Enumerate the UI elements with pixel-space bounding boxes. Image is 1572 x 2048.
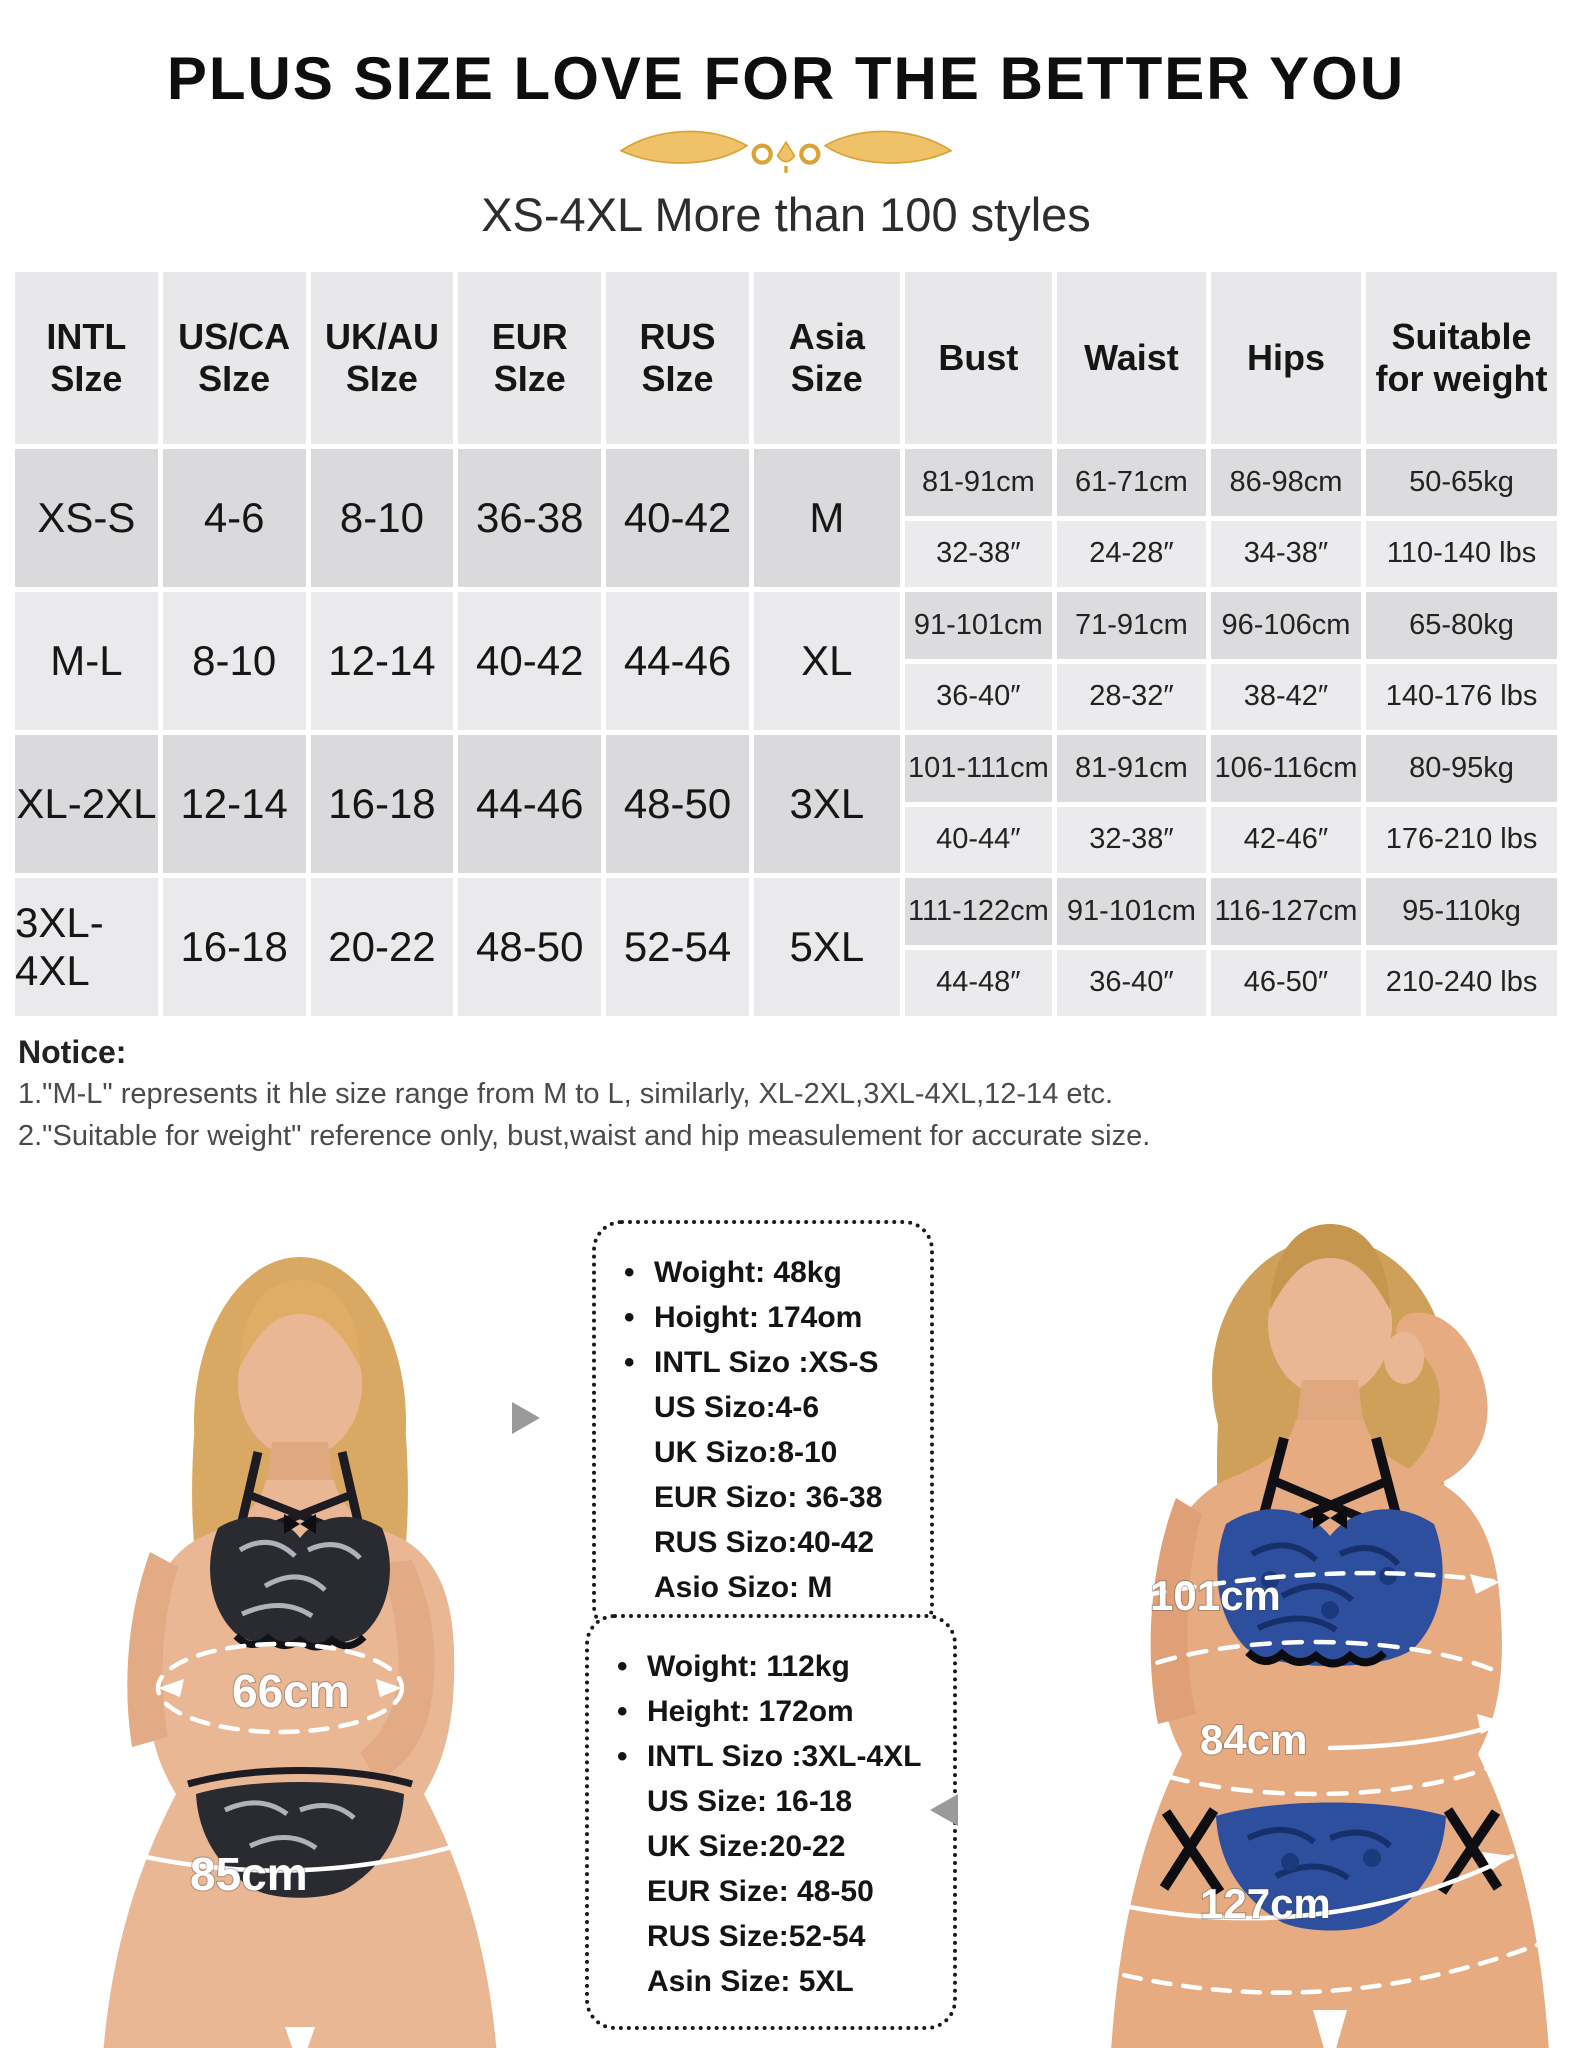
header-line1: Bust — [938, 336, 1019, 378]
waist-cm-value: 81-91cm — [1057, 735, 1206, 802]
notice-line-1: 1."M-L" represents it hle size range from M to L, similarly, XL-2XL,3XL-4XL,12-14 etc. — [18, 1078, 1114, 1110]
header-line1: EUR — [491, 315, 568, 357]
pointer-left-icon — [930, 1794, 958, 1826]
header-line1: INTL — [46, 315, 127, 357]
eur-size-cell: 48-50 — [458, 878, 601, 1016]
hips-inch-value: 34-38″ — [1211, 521, 1361, 588]
size-info-line: US Size: 16-18 — [647, 1784, 853, 1818]
left-model-photo — [0, 1162, 560, 2048]
bust-cm-value: 81-91cm — [905, 449, 1052, 516]
header-line2: SIze — [641, 358, 714, 399]
intl-size-cell: XS-S — [15, 449, 158, 587]
bust-cm-value: 101-111cm — [905, 735, 1052, 802]
bust-inch-value: 36-40″ — [905, 664, 1052, 731]
rus-size-cell: 52-54 — [606, 878, 749, 1016]
header-line2: SIze — [50, 358, 123, 399]
intl-size-cell: XL-2XL — [15, 735, 158, 873]
header-line1: Waist — [1084, 336, 1179, 378]
header-line1: Hips — [1246, 336, 1325, 378]
waist-cell — [1057, 449, 1206, 587]
page-title: PLUS SIZE LOVE FOR THE BETTER YOU — [166, 45, 1406, 112]
right-hips-label: 127cm — [1200, 1879, 1331, 1927]
hips-cm-value: 116-127cm — [1211, 878, 1361, 945]
weight-lb-value: 210-240 lbs — [1366, 950, 1557, 1017]
usca-size-cell: 4-6 — [163, 449, 306, 587]
bust-cell — [905, 878, 1052, 1016]
bust-cell — [905, 735, 1052, 873]
ukau-size-cell: 16-18 — [311, 735, 454, 873]
waist-inch-value: 36-40″ — [1057, 950, 1206, 1017]
ukau-size-cell: 20-22 — [311, 878, 454, 1016]
hips-inch-value: 38-42″ — [1211, 664, 1361, 731]
intl-size-cell: 3XL-4XL — [15, 878, 158, 1016]
size-info-line: Asin Size: 5XL — [647, 1964, 854, 1998]
rus-size-cell: 48-50 — [606, 735, 749, 873]
bust-inch-value: 44-48″ — [905, 950, 1052, 1017]
header-line1: Suitable — [1391, 315, 1532, 357]
table-header-cell — [458, 272, 601, 444]
left-waist-label: 66cm — [232, 1664, 350, 1717]
eur-size-cell: 44-46 — [458, 735, 601, 873]
size-info-line: Asio Sizo: M — [654, 1570, 833, 1604]
small-size-info-box — [592, 1220, 934, 1636]
notice-line-2: 2."Suitable for weight" reference only, bust,waist and hip measulement for accurate size. — [18, 1120, 1151, 1153]
size-info-line: UK Size:20-22 — [647, 1829, 846, 1863]
asia-size-cell: 5XL — [754, 878, 900, 1016]
weight-lb-value: 110-140 lbs — [1366, 521, 1557, 588]
waist-cm-value: 91-101cm — [1057, 878, 1206, 945]
table-header-cell — [606, 272, 749, 444]
usca-size-cell: 12-14 — [163, 735, 306, 873]
size-info-line: EUR Size: 48-50 — [647, 1874, 874, 1908]
plus-size-info-box — [585, 1614, 957, 2030]
eur-size-cell: 40-42 — [458, 592, 601, 730]
asia-size-cell: 3XL — [754, 735, 900, 873]
models-section — [0, 1162, 1572, 2048]
intl-size-cell: M-L — [15, 592, 158, 730]
header-line1: Asia — [788, 315, 865, 357]
size-info-line: • Woight: 112kg — [613, 1644, 943, 1689]
waist-cell — [1057, 592, 1206, 730]
table-header-cell — [1366, 272, 1557, 444]
subtitle: XS-4XL More than 100 styles — [481, 188, 1091, 241]
table-header-cell — [1211, 272, 1361, 444]
bust-cm-value: 111-122cm — [905, 878, 1052, 945]
hips-cell — [1211, 735, 1361, 873]
header-line2: SIze — [345, 358, 418, 399]
ukau-size-cell: 12-14 — [311, 592, 454, 730]
waist-cell — [1057, 878, 1206, 1016]
right-bust-label: 101cm — [1150, 1571, 1281, 1619]
weight-kg-value: 95-110kg — [1366, 878, 1557, 945]
table-header-cell — [1057, 272, 1206, 444]
gold-flourish-ornament — [616, 121, 956, 177]
weight-lb-value: 176-210 lbs — [1366, 807, 1557, 874]
header-line1: RUS — [639, 315, 716, 357]
bust-inch-value: 40-44″ — [905, 807, 1052, 874]
rus-size-cell: 40-42 — [606, 449, 749, 587]
bust-cell — [905, 449, 1052, 587]
bust-inch-value: 32-38″ — [905, 521, 1052, 588]
weight-lb-value: 140-176 lbs — [1366, 664, 1557, 731]
size-info-line: UK Sizo:8-10 — [654, 1435, 838, 1469]
size-info-line: RUS Size:52-54 — [647, 1919, 866, 1953]
rus-size-cell: 44-46 — [606, 592, 749, 730]
hips-cm-value: 96-106cm — [1211, 592, 1361, 659]
hips-inch-value: 42-46″ — [1211, 807, 1361, 874]
header-line1: UK/AU — [324, 315, 439, 357]
eur-size-cell: 36-38 — [458, 449, 601, 587]
hips-inch-value: 46-50″ — [1211, 950, 1361, 1017]
usca-size-cell: 16-18 — [163, 878, 306, 1016]
table-header-cell — [15, 272, 158, 444]
table-header-cell — [754, 272, 900, 444]
table-header-cell — [163, 272, 306, 444]
waist-inch-value: 32-38″ — [1057, 807, 1206, 874]
weight-cell — [1366, 592, 1557, 730]
weight-cell — [1366, 735, 1557, 873]
pointer-right-icon — [512, 1402, 540, 1434]
size-info-line: • Height: 172om — [613, 1689, 943, 1734]
header-line2: SIze — [198, 358, 271, 399]
ukau-size-cell: 8-10 — [311, 449, 454, 587]
header-line1: US/CA — [178, 315, 291, 357]
notice-section — [18, 1034, 1572, 1156]
waist-cm-value: 71-91cm — [1057, 592, 1206, 659]
weight-kg-value: 80-95kg — [1366, 735, 1557, 802]
bust-cm-value: 91-101cm — [905, 592, 1052, 659]
hips-cell — [1211, 592, 1361, 730]
size-table — [15, 272, 1557, 1016]
table-header-cell — [905, 272, 1052, 444]
waist-inch-value: 28-32″ — [1057, 664, 1206, 731]
hips-cell — [1211, 878, 1361, 1016]
right-waist-label: 84cm — [1200, 1715, 1308, 1763]
right-model-photo — [1000, 1162, 1572, 2048]
size-info-line: • Hoight: 174om — [620, 1295, 920, 1340]
size-info-line: • INTL Sizo :XS-S — [620, 1340, 920, 1385]
usca-size-cell: 8-10 — [163, 592, 306, 730]
left-model-figure — [102, 1257, 498, 2048]
waist-cm-value: 61-71cm — [1057, 449, 1206, 516]
size-info-line: US Sizo:4-6 — [654, 1390, 820, 1424]
hips-cm-value: 106-116cm — [1211, 735, 1361, 802]
waist-cell — [1057, 735, 1206, 873]
asia-size-cell: M — [754, 449, 900, 587]
header-line2: SIze — [493, 358, 566, 399]
size-info-line: • INTL Sizo :3XL-4XL — [613, 1734, 943, 1779]
size-info-line: EUR Sizo: 36-38 — [654, 1480, 883, 1514]
size-info-line: RUS Sizo:40-42 — [654, 1525, 875, 1559]
left-hips-label: 85cm — [190, 1847, 308, 1900]
bust-cell — [905, 592, 1052, 730]
weight-kg-value: 65-80kg — [1366, 592, 1557, 659]
size-info-line: • Woight: 48kg — [620, 1250, 920, 1295]
hips-cell — [1211, 449, 1361, 587]
hips-cm-value: 86-98cm — [1211, 449, 1361, 516]
weight-kg-value: 50-65kg — [1366, 449, 1557, 516]
waist-inch-value: 24-28″ — [1057, 521, 1206, 588]
header-line2: for weight — [1375, 358, 1548, 399]
asia-size-cell: XL — [754, 592, 900, 730]
header-line2: Size — [790, 358, 863, 399]
weight-cell — [1366, 878, 1557, 1016]
table-header-cell — [311, 272, 454, 444]
notice-heading: Notice: — [18, 1034, 127, 1070]
weight-cell — [1366, 449, 1557, 587]
